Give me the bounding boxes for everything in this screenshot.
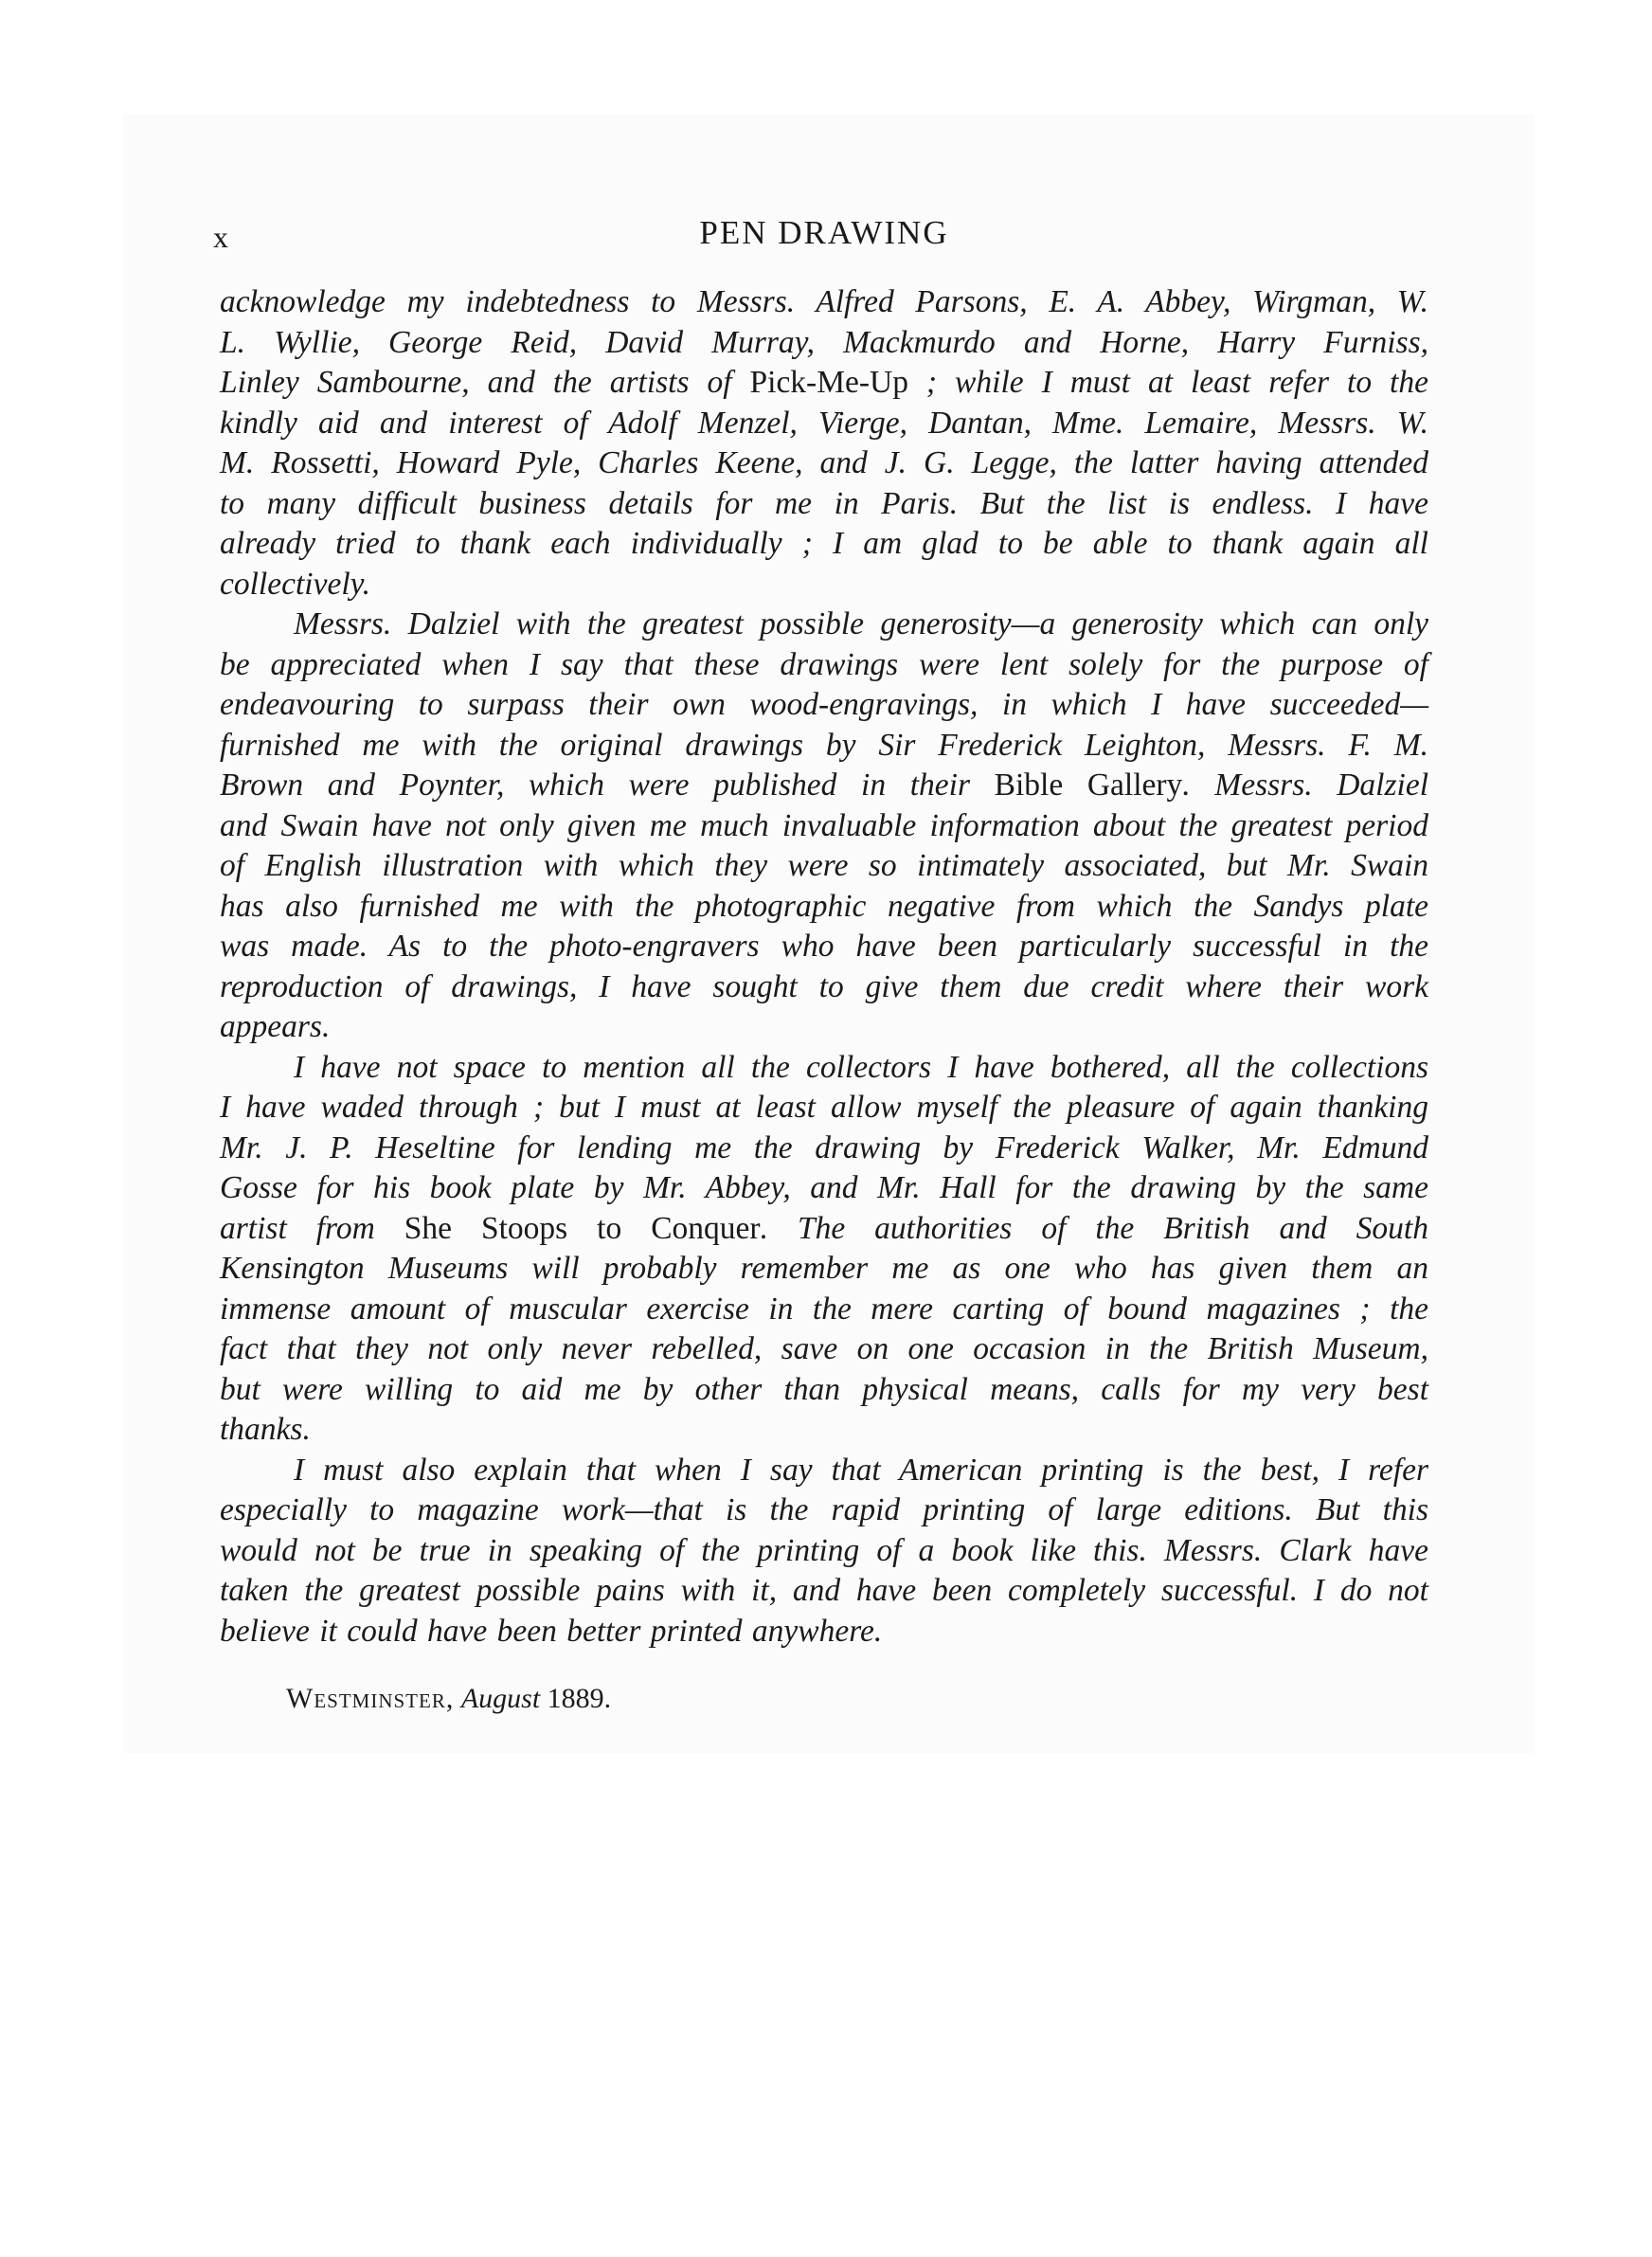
publication-title: Pick-Me-Up: [749, 365, 908, 400]
text-line: Messrs. Dalziel with the greatest possible generosity—a generosity which can only: [294, 606, 1428, 641]
text-line: I have waded through ; but I must at least allow myself the pleasure of again thanking: [220, 1090, 1428, 1125]
text-line: especially to magazine work—that is the rapid printing of large editions. But this: [220, 1492, 1428, 1527]
text-line: but were willing to aid me by other than physical means, calls for my very best: [220, 1371, 1428, 1407]
text-line: was made. As to the photo-engravers who have been particularly successful in the: [220, 929, 1428, 964]
text-line: Gosse for his book plate by Mr. Abbey, and Mr. Hall for the drawing by the same: [220, 1170, 1428, 1205]
text-line: kindly aid and interest of Adolf Menzel, Vierge, Dantan, Mme. Lemaire, Messrs. W.: [220, 405, 1428, 441]
text-line: M. Rossetti, Howard Pyle, Charles Keene, and J. G. Legge, the latter having attended: [220, 445, 1428, 480]
text-line: I have not space to mention all the collectors I have bothered, all the collections: [294, 1049, 1428, 1085]
signature-line: [286, 1683, 611, 1715]
running-title: PEN DRAWING: [699, 214, 949, 251]
text-line: Kensington Museums will probably remember me as one who has given them an: [220, 1251, 1428, 1286]
paragraph-printing: [220, 1451, 1428, 1652]
paragraph-collectors: [220, 1048, 1428, 1451]
text-line: be appreciated when I say that these drawings were lent solely for the purpose of: [220, 646, 1428, 682]
paragraph-dalziel: [220, 605, 1428, 1048]
text-line: already tried to thank each individually ; I am glad to be able to thank again all: [220, 526, 1428, 561]
text-line: reproduction of drawings, I have sought to give them due credit where their work: [220, 968, 1428, 1004]
paragraph-acknowledgements: [220, 282, 1428, 605]
text-line: collectively.: [220, 566, 371, 602]
text-line: acknowledge my indebtedness to Messrs. Alfred Parsons, E. A. Abbey, Wirgman, W.: [220, 284, 1428, 319]
signature-month: August: [460, 1683, 541, 1714]
page-header: [213, 214, 1435, 262]
text-line: furnished me with the original drawings by Sir Frederick Leighton, Messrs. F. M.: [220, 727, 1428, 763]
text-line: taken the greatest possible pains with it, and have been completely successful. I do not: [220, 1573, 1428, 1608]
text-line: Mr. J. P. Heseltine for lending me the drawing by Frederick Walker, Mr. Edmund: [220, 1129, 1428, 1165]
text-line: thanks.: [220, 1412, 311, 1447]
text-line: endeavouring to surpass their own wood-engravings, in which I have succeeded—: [220, 687, 1428, 722]
text-line: Brown and Poynter, which were published in their Bible Gallery. Messrs. Dalziel: [220, 767, 1429, 803]
text-line: L. Wyllie, George Reid, David Murray, Mackmurdo and Horne, Harry Furniss,: [220, 324, 1428, 360]
text-line: appears.: [220, 1009, 331, 1044]
text-line: I must also explain that when I say that American printing is the best, I refer: [294, 1452, 1428, 1488]
text-line: artist from She Stoops to Conquer. The authorities of the British and South: [220, 1210, 1428, 1246]
publication-title: She Stoops to Conquer: [404, 1210, 761, 1246]
text-line: of English illustration with which they were so intimately associated, but Mr. Swain: [220, 848, 1428, 883]
text-line: would not be true in speaking of the printing of a book like this. Messrs. Clark have: [220, 1532, 1428, 1568]
text-line: immense amount of muscular exercise in the mere carting of bound magazines ; the: [220, 1291, 1428, 1327]
text-line: Linley Sambourne, and the artists of Pick-Me-Up ; while I must at least refer to the: [220, 365, 1428, 400]
signature-place: Westminster,: [286, 1683, 455, 1714]
signature-year: 1889.: [547, 1683, 612, 1714]
text-line: believe it could have been better printed anywhere.: [220, 1613, 883, 1649]
publication-title: Bible Gallery: [994, 767, 1183, 803]
body-text: [220, 282, 1428, 1652]
text-line: has also furnished me with the photographic negative from which the Sandys plate: [220, 888, 1428, 924]
text-line: fact that they not only never rebelled, save on one occasion in the British Museum,: [220, 1331, 1428, 1366]
text-line: to many difficult business details for me in Paris. But the list is endless. I have: [220, 485, 1428, 521]
page-number: x: [213, 220, 229, 254]
text-line: and Swain have not only given me much invaluable information about the greatest period: [220, 807, 1428, 843]
